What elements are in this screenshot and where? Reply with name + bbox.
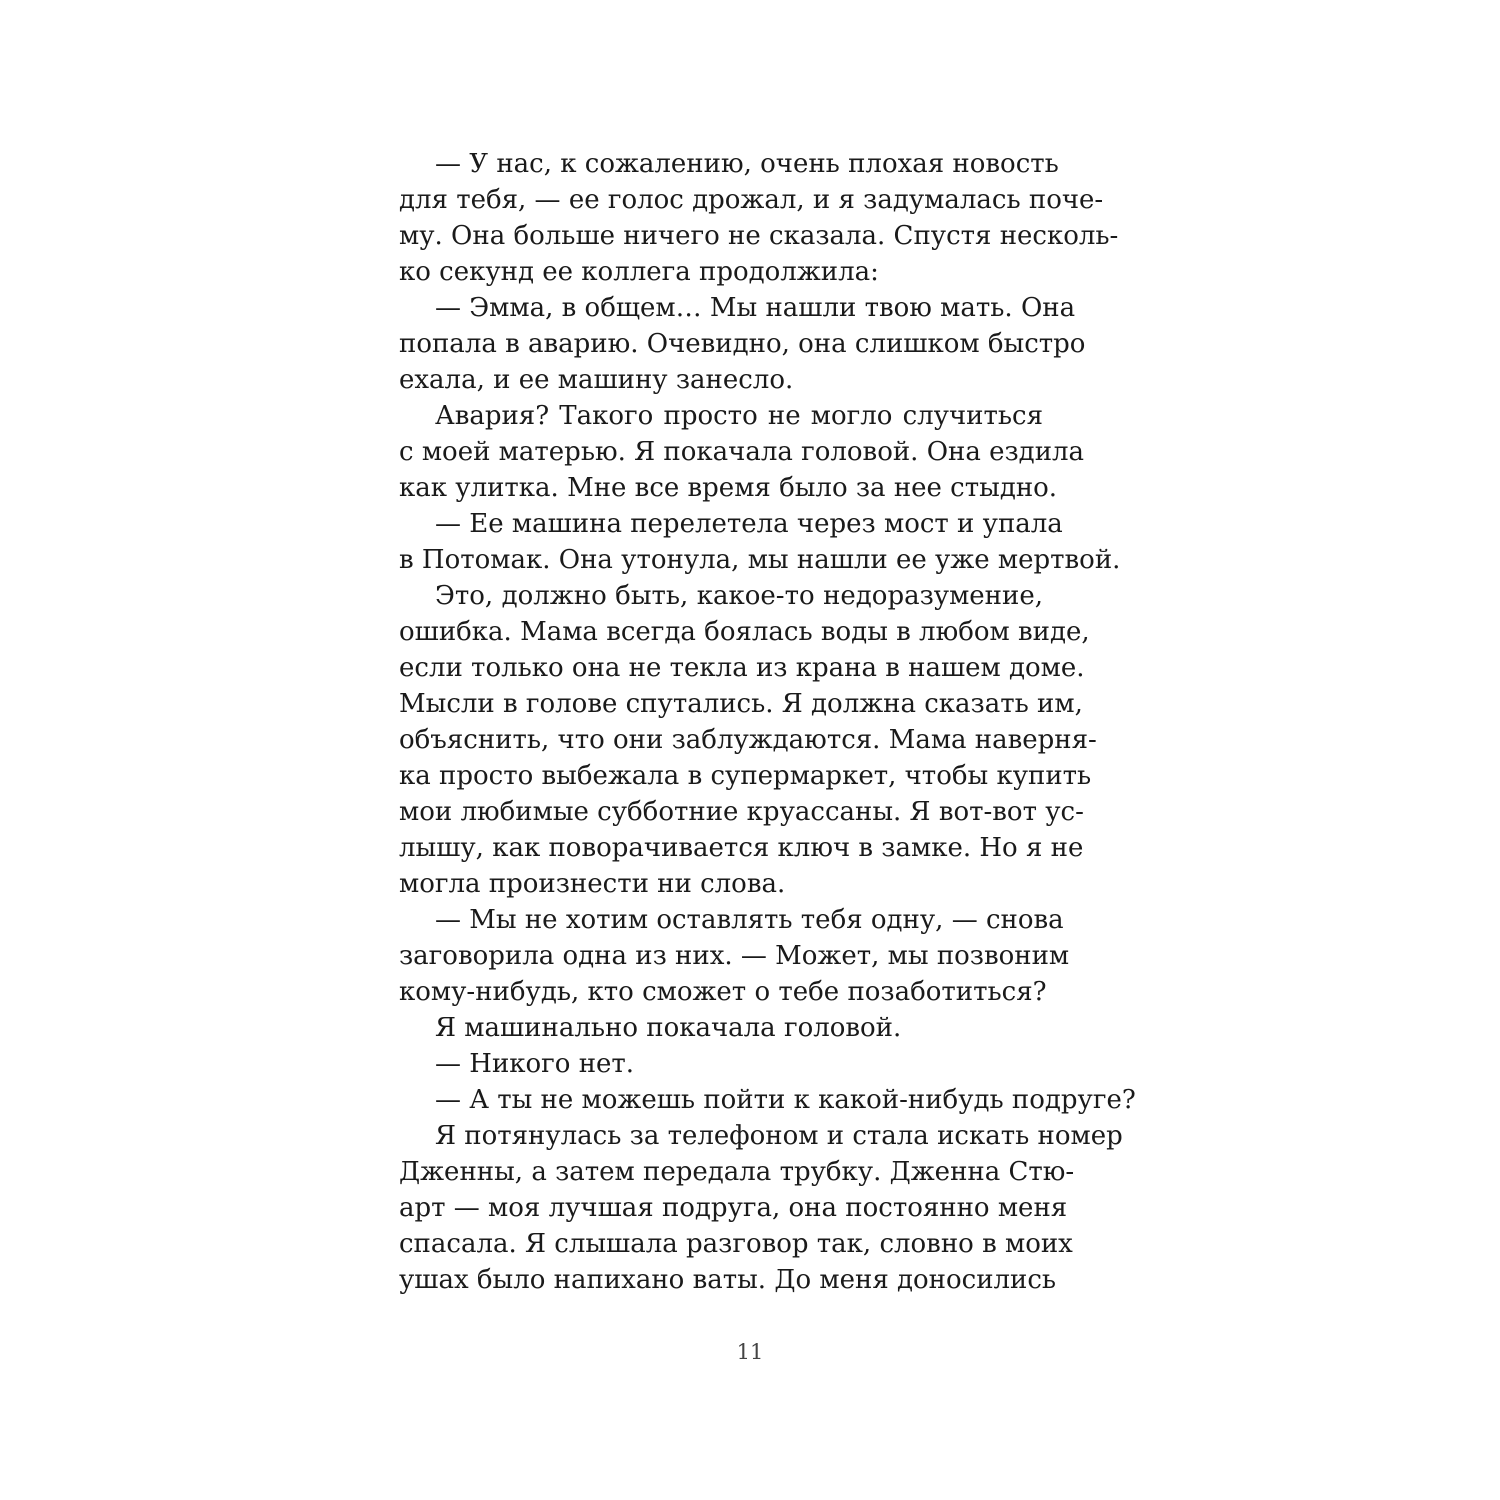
- text-line: му. Она больше ничего не сказала. Спустя несколь-: [399, 221, 1119, 251]
- text-line: — У нас, к сожалению, очень плохая новость: [435, 149, 1059, 179]
- text-line: в Потомак. Она утонула, мы нашли ее уже мертвой.: [399, 545, 1121, 575]
- text-line: лышу, как поворачивается ключ в замке. Но я не: [399, 833, 1084, 863]
- text-line: — Никого нет.: [435, 1049, 635, 1079]
- text-line: — А ты не можешь пойти к какой-нибудь подруге?: [435, 1085, 1136, 1115]
- text-line: если только она не текла из крана в нашем доме.: [399, 653, 1085, 683]
- text-line: могла произнести ни слова.: [399, 869, 786, 899]
- text-line: мои любимые субботние круассаны. Я вот-вот ус-: [399, 797, 1084, 827]
- text-line: ко секунд ее коллега продолжила:: [399, 257, 879, 287]
- text-line: ехала, и ее машину занесло.: [399, 365, 794, 395]
- text-line: ошибка. Мама всегда боялась воды в любом виде,: [399, 617, 1090, 647]
- text-line: Я потянулась за телефоном и стала искать номер: [435, 1121, 1123, 1151]
- text-line: спасала. Я слышала разговор так, словно в моих: [399, 1229, 1073, 1259]
- text-line: ушах было напихано ваты. До меня доносились: [399, 1265, 1057, 1295]
- text-line: с моей матерью. Я покачала головой. Она ездила: [399, 437, 1085, 467]
- text-line: Дженны, а затем передала трубку. Дженна Стю-: [399, 1157, 1075, 1187]
- text-line: кому-нибудь, кто сможет о тебе позаботиться?: [399, 977, 1047, 1007]
- text-line: заговорила одна из них. — Может, мы позвоним: [399, 941, 1070, 971]
- text-line: попала в аварию. Очевидно, она слишком быстро: [399, 329, 1086, 359]
- text-line: как улитка. Мне все время было за нее стыдно.: [399, 473, 1058, 503]
- text-line: — Мы не хотим оставлять тебя одну, — снова: [435, 905, 1064, 935]
- page-number: 11: [736, 1340, 764, 1364]
- text-line: Авария? Такого просто не могло случиться: [435, 401, 1043, 431]
- text-line: для тебя, — ее голос дрожал, и я задумалась поче-: [399, 185, 1104, 215]
- text-line: Это, должно быть, какое-то недоразумение,: [435, 581, 1043, 611]
- text-line: — Ее машина перелетела через мост и упала: [435, 509, 1063, 539]
- text-line: ка просто выбежала в супермаркет, чтобы купить: [399, 761, 1092, 791]
- text-line: арт — моя лучшая подруга, она постоянно меня: [399, 1193, 1068, 1223]
- text-line: объяснить, что они заблуждаются. Мама наверня-: [399, 725, 1097, 755]
- text-line: Я машинально покачала головой.: [435, 1013, 902, 1043]
- text-line: — Эмма, в общем… Мы нашли твою мать. Она: [435, 293, 1076, 323]
- text-line: Мысли в голове спутались. Я должна сказать им,: [399, 689, 1083, 719]
